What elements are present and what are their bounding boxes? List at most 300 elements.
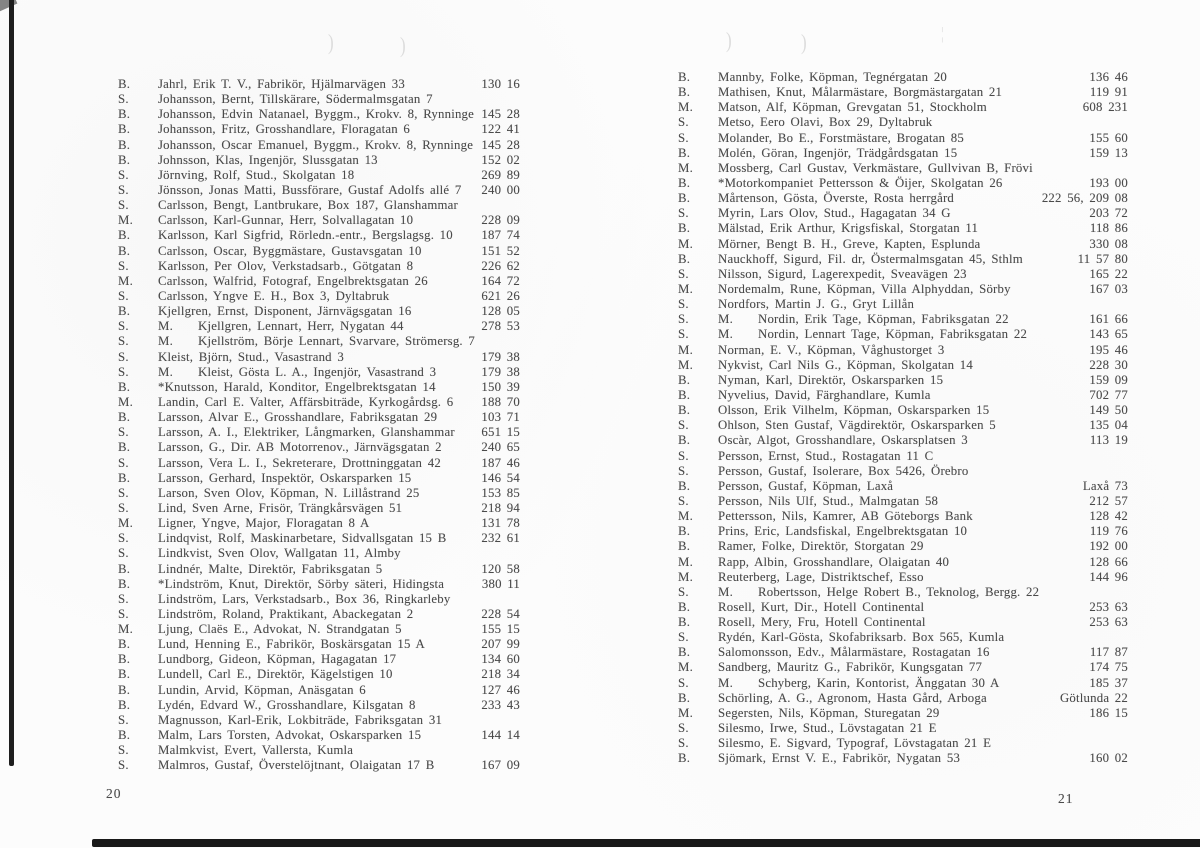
- directory-entry: [118, 289, 520, 304]
- entry-prefix: M.: [678, 236, 693, 251]
- entry-prefix: S.: [118, 500, 129, 515]
- entry-prefix: M.: [118, 213, 133, 228]
- entry-text: Larsson, Alvar E., Grosshandlare, Fabriksgatan 29: [158, 410, 438, 425]
- entry-prefix: B.: [678, 751, 691, 766]
- entry-text: Lind, Sven Arne, Frisör, Trängkårsvägen 51: [158, 500, 403, 515]
- entry-number: 159 13: [1089, 145, 1128, 160]
- entry-text: Persson, Gustaf, Köpman, Laxå: [718, 478, 894, 493]
- directory-entry: [678, 645, 1128, 660]
- entry-number: 165 22: [1089, 266, 1128, 281]
- entry-number: 149 50: [1089, 403, 1128, 418]
- scan-edge-left: [9, 0, 14, 766]
- entry-text: Carlsson, Bengt, Lantbrukare, Box 187, Glanshammar: [158, 198, 458, 213]
- entry-prefix: S.: [678, 115, 689, 130]
- entry-number: 113 19: [1089, 433, 1128, 448]
- directory-entry: [118, 713, 520, 728]
- entry-number: 119 91: [1089, 85, 1128, 100]
- entry-number: 253 63: [1089, 615, 1128, 630]
- entry-number: 228 54: [481, 606, 520, 621]
- entry-text: Rosell, Mery, Fru, Hotell Continental: [718, 615, 926, 630]
- entry-prefix: B.: [118, 667, 131, 682]
- directory-entry: [678, 252, 1128, 267]
- entry-text: Karlsson, Per Olov, Verkstadsarb., Götgatan 8: [158, 258, 414, 273]
- entry-number: 146 54: [481, 470, 520, 485]
- entry-number: 127 46: [481, 682, 520, 697]
- entry-prefix: B.: [678, 645, 691, 660]
- directory-entry: [118, 728, 520, 743]
- left-page-directory-list: [118, 77, 520, 773]
- directory-entry: [678, 691, 1128, 706]
- directory-entry: [678, 418, 1128, 433]
- entry-prefix: S.: [678, 327, 689, 342]
- entry-prefix: B.: [678, 221, 691, 236]
- entry-text: Larsson, A. I., Elektriker, Långmarken, Glanshammar: [158, 425, 455, 440]
- entry-text: Rosell, Kurt, Dir., Hotell Continental: [718, 599, 925, 614]
- entry-text: Kjellgren, Ernst, Disponent, Järnvägsgatan 16: [158, 304, 412, 319]
- entry-prefix: S.: [678, 630, 689, 645]
- entry-prefix: S.: [678, 297, 689, 312]
- directory-entry: [678, 70, 1128, 85]
- entry-number: 222 56, 209 08: [1041, 191, 1128, 206]
- entry-text: Larson, Sven Olov, Köpman, N. Lillåstrand 25: [158, 485, 420, 500]
- entry-prefix: S.: [118, 334, 129, 349]
- entry-number: 330 08: [1089, 236, 1128, 251]
- entry-text: Lundell, Carl E., Direktör, Kägelstigen 10: [158, 667, 393, 682]
- directory-entry: [118, 577, 520, 592]
- entry-number: 207 99: [481, 637, 520, 652]
- entry-number: 179 38: [481, 364, 520, 379]
- bleed-through-mark: ): [400, 33, 406, 58]
- directory-entry: [118, 77, 520, 92]
- entry-text: Matson, Alf, Köpman, Grevgatan 51, Stockholm: [718, 100, 987, 115]
- directory-entry: [118, 440, 520, 455]
- entry-number: 167 09: [481, 758, 520, 773]
- entry-prefix: S.: [118, 167, 129, 182]
- entry-text: Schörling, A. G., Agronom, Hasta Gård, Arboga: [718, 690, 987, 705]
- entry-number: Götlunda 22: [1059, 690, 1128, 705]
- directory-entry: [678, 312, 1128, 327]
- directory-entry: [118, 607, 520, 622]
- entry-prefix: B.: [678, 433, 691, 448]
- directory-entry: [118, 213, 520, 228]
- entry-prefix: B.: [118, 107, 131, 122]
- entry-prefix: S.: [118, 455, 129, 470]
- directory-entry: [678, 237, 1128, 252]
- directory-entry: [678, 206, 1128, 221]
- entry-text: Johnsson, Klas, Ingenjör, Slussgatan 13: [158, 152, 378, 167]
- entry-prefix: M.: [718, 675, 733, 690]
- directory-entry: [678, 191, 1128, 206]
- entry-number: 118 86: [1089, 221, 1128, 236]
- entry-prefix: S.: [118, 258, 129, 273]
- directory-entry: [118, 122, 520, 137]
- directory-entry: [118, 198, 520, 213]
- entry-prefix: S.: [118, 606, 129, 621]
- entry-prefix: B.: [118, 137, 131, 152]
- entry-text: Nordin, Erik Tage, Köpman, Fabriksgatan 22: [758, 312, 1009, 327]
- entry-number: 228 09: [481, 213, 520, 228]
- entry-text: Carlsson, Oscar, Byggmästare, Gustavsgatan 10: [158, 243, 422, 258]
- entry-prefix: M.: [118, 273, 133, 288]
- entry-text: Ramer, Folke, Direktör, Storgatan 29: [718, 539, 924, 554]
- entry-prefix: M.: [678, 100, 693, 115]
- entry-prefix: S.: [678, 463, 689, 478]
- entry-prefix: M.: [158, 334, 173, 349]
- entry-text: Kleist, Gösta L. A., Ingenjör, Vasastrand 3: [198, 364, 437, 379]
- directory-entry: [678, 706, 1128, 721]
- entry-prefix: B.: [118, 561, 131, 576]
- directory-entry: [118, 410, 520, 425]
- entry-prefix: M.: [678, 705, 693, 720]
- entry-prefix: S.: [118, 485, 129, 500]
- entry-number: 278 53: [481, 319, 520, 334]
- directory-entry: [118, 592, 520, 607]
- entry-text: Mossberg, Carl Gustav, Verkmästare, Gullvivan B, Frövi: [718, 160, 1033, 175]
- entry-prefix: S.: [118, 288, 129, 303]
- entry-number: 152 02: [481, 152, 520, 167]
- entry-prefix: S.: [678, 312, 689, 327]
- entry-text: Prins, Eric, Landsfiskal, Engelbrektsgatan 10: [718, 524, 968, 539]
- directory-entry: [118, 425, 520, 440]
- entry-text: Lundin, Arvid, Köpman, Anäsgatan 6: [158, 682, 366, 697]
- entry-text: Sjömark, Ernst V. E., Fabrikör, Nygatan 53: [718, 751, 961, 766]
- entry-number: 253 63: [1089, 599, 1128, 614]
- entry-text: Lydén, Edvard W., Grosshandlare, Kilsgatan 8: [158, 697, 416, 712]
- directory-entry: [678, 100, 1128, 115]
- directory-entry: [118, 153, 520, 168]
- entry-number: 119 76: [1089, 524, 1128, 539]
- entry-number: 11 57 80: [1077, 251, 1128, 266]
- entry-number: 218 94: [481, 500, 520, 515]
- directory-entry: [118, 622, 520, 637]
- entry-text: Jahrl, Erik T. V., Fabrikör, Hjälmarvägen 33: [158, 77, 405, 91]
- directory-entry: [118, 319, 520, 334]
- directory-entry: [118, 562, 520, 577]
- entry-prefix: B.: [118, 576, 131, 591]
- entry-prefix: B.: [118, 243, 131, 258]
- entry-number: 151 52: [481, 243, 520, 258]
- directory-entry: [118, 350, 520, 365]
- entry-prefix: M.: [718, 312, 733, 327]
- entry-text: Larsson, Vera L. I., Sekreterare, Drottninggatan 42: [158, 455, 441, 470]
- directory-entry: [678, 539, 1128, 554]
- entry-prefix: S.: [678, 493, 689, 508]
- bleed-through-mark: ): [801, 30, 807, 55]
- entry-number: 187 74: [481, 228, 520, 243]
- directory-entry: [678, 494, 1128, 509]
- directory-entry: [678, 615, 1128, 630]
- entry-text: Karlsson, Karl Sigfrid, Rörledn.-entr., Bergslagsg. 10: [158, 228, 453, 243]
- directory-entry: [118, 758, 520, 773]
- bleed-through-mark: ): [328, 30, 334, 55]
- entry-prefix: S.: [678, 266, 689, 281]
- entry-prefix: B.: [678, 615, 691, 630]
- entry-text: *Lindström, Knut, Direktör, Sörby säteri, Hidingsta: [158, 576, 445, 591]
- entry-text: Metso, Eero Olavi, Box 29, Dyltabruk: [718, 115, 933, 130]
- entry-number: 144 96: [1089, 569, 1128, 584]
- entry-prefix: B.: [678, 478, 691, 493]
- entry-text: Mathisen, Knut, Målarmästare, Borgmästargatan 21: [718, 85, 1003, 100]
- directory-entry: [118, 456, 520, 471]
- entry-text: Nyvelius, David, Färghandlare, Kumla: [718, 387, 931, 402]
- directory-entry: [118, 501, 520, 516]
- entry-prefix: B.: [118, 122, 131, 137]
- entry-number: 160 02: [1089, 751, 1128, 766]
- entry-number: 269 89: [481, 167, 520, 182]
- entry-text: Kjellström, Börje Lennart, Svarvare, Strömersg. 7: [198, 334, 476, 349]
- bleed-through-mark: ¦: [941, 23, 944, 44]
- entry-prefix: B.: [118, 652, 131, 667]
- entry-prefix: B.: [118, 228, 131, 243]
- entry-prefix: B.: [678, 690, 691, 705]
- directory-entry: [678, 751, 1128, 766]
- entry-prefix: B.: [118, 728, 131, 743]
- entry-prefix: B.: [678, 251, 691, 266]
- entry-prefix: B.: [678, 539, 691, 554]
- entry-prefix: B.: [678, 145, 691, 160]
- entry-number: 193 00: [1089, 175, 1128, 190]
- entry-number: 187 46: [481, 455, 520, 470]
- directory-entry: [678, 585, 1128, 600]
- directory-entry: [678, 464, 1128, 479]
- entry-text: Ljung, Claës E., Advokat, N. Strandgatan 5: [158, 622, 402, 637]
- entry-prefix: M.: [718, 584, 733, 599]
- directory-entry: [678, 327, 1128, 342]
- directory-entry: [118, 486, 520, 501]
- entry-text: Malmros, Gustaf, Överstelöjtnant, Olaigatan 17 B: [158, 758, 435, 773]
- entry-prefix: S.: [678, 584, 689, 599]
- entry-text: Mårtenson, Gösta, Överste, Rosta herrgård: [718, 191, 955, 206]
- entry-number: 153 85: [481, 485, 520, 500]
- directory-entry: [118, 244, 520, 259]
- directory-entry: [118, 138, 520, 153]
- entry-prefix: M.: [678, 281, 693, 296]
- entry-prefix: M.: [158, 364, 173, 379]
- entry-number: 608 231: [1082, 100, 1128, 115]
- entry-number: 240 00: [481, 182, 520, 197]
- directory-entry: [678, 449, 1128, 464]
- directory-entry: [678, 373, 1128, 388]
- entry-text: Malmkvist, Evert, Vallersta, Kumla: [158, 743, 354, 758]
- entry-prefix: M.: [678, 160, 693, 175]
- entry-text: Carlsson, Yngve E. H., Box 3, Dyltabruk: [158, 288, 390, 303]
- entry-number: 651 15: [481, 425, 520, 440]
- entry-text: Malm, Lars Torsten, Advokat, Oskarsparken 15: [158, 728, 422, 743]
- entry-text: Larsson, Gerhard, Inspektör, Oskarsparken 15: [158, 470, 412, 485]
- directory-entry: [118, 683, 520, 698]
- entry-text: Salomonsson, Edv., Målarmästare, Rostagatan 16: [718, 645, 990, 660]
- entry-prefix: B.: [118, 470, 131, 485]
- entry-prefix: S.: [118, 591, 129, 606]
- directory-entry: [118, 531, 520, 546]
- entry-number: 159 09: [1089, 372, 1128, 387]
- entry-text: Ligner, Yngve, Major, Floragatan 8 A: [158, 516, 370, 531]
- entry-text: Mörner, Bengt B. H., Greve, Kapten, Esplunda: [718, 236, 981, 251]
- directory-entry: [118, 92, 520, 107]
- entry-number: 134 60: [481, 652, 520, 667]
- directory-entry: [118, 471, 520, 486]
- entry-number: 131 78: [481, 516, 520, 531]
- entry-text: Silesmo, Irwe, Stud., Lövstagatan 21 E: [718, 721, 937, 736]
- entry-prefix: B.: [678, 387, 691, 402]
- entry-prefix: S.: [678, 736, 689, 751]
- entry-text: Myrin, Lars Olov, Stud., Hagagatan 34 G: [718, 206, 951, 221]
- entry-prefix: B.: [118, 440, 131, 455]
- entry-prefix: B.: [678, 403, 691, 418]
- directory-entry: [678, 85, 1128, 100]
- directory-entry: [678, 282, 1128, 297]
- page-number-right: 21: [1058, 791, 1074, 806]
- entry-number: 240 65: [481, 440, 520, 455]
- directory-entry: [118, 168, 520, 183]
- directory-entry: [118, 334, 520, 349]
- entry-number: 103 71: [481, 410, 520, 425]
- entry-text: Landin, Carl E. Valter, Affärsbiträde, Kyrkogårdsg. 6: [158, 394, 454, 409]
- directory-entry: [118, 667, 520, 682]
- entry-prefix: S.: [678, 418, 689, 433]
- entry-number: 226 62: [481, 258, 520, 273]
- entry-text: Nyman, Karl, Direktör, Oskarsparken 15: [718, 372, 944, 387]
- entry-prefix: M.: [158, 319, 173, 334]
- entry-text: Lindkvist, Sven Olov, Wallgatan 11, Almby: [158, 546, 401, 561]
- entry-text: Kleist, Björn, Stud., Vasastrand 3: [158, 349, 344, 364]
- entry-prefix: M.: [678, 660, 693, 675]
- directory-entry: [118, 743, 520, 758]
- entry-text: Nordfors, Martin J. G., Gryt Lillån: [718, 297, 915, 312]
- right-page-directory-list: [678, 70, 1128, 766]
- entry-text: *Motorkompaniet Pettersson & Öijer, Skolgatan 26: [718, 175, 1003, 190]
- directory-entry: [678, 600, 1128, 615]
- entry-text: Kjellgren, Lennart, Herr, Nygatan 44: [198, 319, 404, 334]
- directory-entry: [118, 304, 520, 319]
- directory-entry: [118, 183, 520, 198]
- directory-entry: [678, 660, 1128, 675]
- entry-prefix: M.: [678, 569, 693, 584]
- entry-text: Schyberg, Karin, Kontorist, Änggatan 30 A: [758, 675, 1000, 690]
- directory-entry: [678, 161, 1128, 176]
- entry-text: Sandberg, Mauritz G., Fabrikör, Kungsgatan 77: [718, 660, 983, 675]
- entry-prefix: M.: [118, 622, 133, 637]
- entry-number: 621 26: [481, 288, 520, 303]
- entry-number: 203 72: [1089, 206, 1128, 221]
- entry-number: 128 66: [1089, 554, 1128, 569]
- entry-text: Olsson, Erik Vilhelm, Köpman, Oskarsparken 15: [718, 403, 990, 418]
- entry-prefix: B.: [118, 682, 131, 697]
- entry-prefix: S.: [678, 675, 689, 690]
- entry-prefix: S.: [118, 198, 129, 213]
- entry-prefix: M.: [678, 509, 693, 524]
- entry-number: 192 00: [1089, 539, 1128, 554]
- entry-prefix: B.: [678, 191, 691, 206]
- entry-prefix: B.: [678, 85, 691, 100]
- entry-prefix: B.: [678, 524, 691, 539]
- directory-entry: [678, 570, 1128, 585]
- entry-prefix: M.: [678, 342, 693, 357]
- directory-entry: [118, 259, 520, 274]
- entry-text: Mälstad, Erik Arthur, Krigsfiskal, Storgatan 11: [718, 221, 979, 236]
- entry-text: Magnusson, Karl-Erik, Lokbiträde, Fabriksgatan 31: [158, 712, 443, 727]
- entry-prefix: M.: [678, 357, 693, 372]
- directory-entry: [678, 524, 1128, 539]
- entry-number: 186 15: [1089, 705, 1128, 720]
- entry-prefix: M.: [678, 554, 693, 569]
- directory-entry: [118, 380, 520, 395]
- entry-number: 145 28: [481, 107, 520, 122]
- entry-text: Carlsson, Walfrid, Fotograf, Engelbrektsgatan 26: [158, 273, 428, 288]
- entry-text: Lindström, Lars, Verkstadsarb., Box 36, Ringkarleby: [158, 591, 451, 606]
- entry-text: Lindström, Roland, Praktikant, Abackegatan 2: [158, 606, 414, 621]
- entry-text: Lundborg, Gideon, Köpman, Hagagatan 17: [158, 652, 397, 667]
- entry-number: 122 41: [481, 122, 520, 137]
- entry-number: 136 46: [1089, 70, 1128, 84]
- entry-number: 188 70: [481, 394, 520, 409]
- entry-text: Johansson, Oscar Emanuel, Byggm., Krokv. 8, Rynninge: [158, 137, 474, 152]
- entry-prefix: B.: [678, 372, 691, 387]
- directory-entry: [678, 630, 1128, 645]
- page-number-left: 20: [106, 786, 122, 801]
- entry-number: Laxå 73: [1082, 478, 1128, 493]
- directory-entry: [678, 433, 1128, 448]
- directory-entry: [118, 274, 520, 289]
- entry-text: Lindqvist, Rolf, Maskinarbetare, Sidvallsgatan 15 B: [158, 531, 447, 546]
- entry-text: Reuterberg, Lage, Distriktschef, Esso: [718, 569, 924, 584]
- entry-prefix: S.: [118, 92, 129, 107]
- entry-number: 167 03: [1089, 281, 1128, 296]
- entry-text: Jönsson, Jonas Matti, Bussförare, Gustaf Adolfs allé 7: [158, 182, 462, 197]
- entry-prefix: S.: [118, 319, 129, 334]
- entry-text: Silesmo, E. Sigvard, Typograf, Lövstagatan 21 E: [718, 736, 992, 751]
- directory-entry: [678, 343, 1128, 358]
- directory-entry: [118, 652, 520, 667]
- entry-number: 155 60: [1089, 130, 1128, 145]
- entry-text: Norman, E. V., Köpman, Våghustorget 3: [718, 342, 945, 357]
- entry-prefix: M.: [118, 394, 133, 409]
- directory-entry: [118, 546, 520, 561]
- directory-entry: [678, 146, 1128, 161]
- scan-edge-bottom: [92, 839, 1200, 847]
- entry-number: 144 14: [481, 728, 520, 743]
- entry-prefix: S.: [118, 425, 129, 440]
- directory-entry: [678, 721, 1128, 736]
- entry-text: Persson, Ernst, Stud., Rostagatan 11 C: [718, 448, 934, 463]
- entry-text: Ohlson, Sten Gustaf, Vägdirektör, Oskarsparken 5: [718, 418, 996, 433]
- entry-prefix: M.: [118, 516, 133, 531]
- entry-number: 130 16: [481, 77, 520, 91]
- entry-number: 218 34: [481, 667, 520, 682]
- directory-entry: [678, 297, 1128, 312]
- entry-prefix: B.: [118, 410, 131, 425]
- entry-number: 128 42: [1089, 509, 1128, 524]
- entry-prefix: S.: [118, 743, 129, 758]
- entry-number: 174 75: [1089, 660, 1128, 675]
- entry-number: 150 39: [481, 379, 520, 394]
- entry-text: Pettersson, Nils, Kamrer, AB Göteborgs Bank: [718, 509, 973, 524]
- entry-text: Molander, Bo E., Forstmästare, Brogatan 85: [718, 130, 964, 145]
- bleed-through-mark: ): [726, 28, 732, 53]
- entry-number: 164 72: [481, 273, 520, 288]
- entry-number: 143 65: [1089, 327, 1128, 342]
- entry-number: 380 11: [481, 576, 520, 591]
- entry-text: Carlsson, Karl-Gunnar, Herr, Solvallagatan 10: [158, 213, 414, 228]
- entry-number: 117 87: [1089, 645, 1128, 660]
- entry-prefix: S.: [118, 182, 129, 197]
- entry-number: 185 37: [1089, 675, 1128, 690]
- entry-text: Persson, Nils Ulf, Stud., Malmgatan 58: [718, 493, 939, 508]
- entry-prefix: S.: [118, 546, 129, 561]
- entry-prefix: B.: [118, 637, 131, 652]
- entry-prefix: S.: [678, 721, 689, 736]
- entry-text: Nilsson, Sigurd, Lagerexpedit, Sveavägen 23: [718, 266, 967, 281]
